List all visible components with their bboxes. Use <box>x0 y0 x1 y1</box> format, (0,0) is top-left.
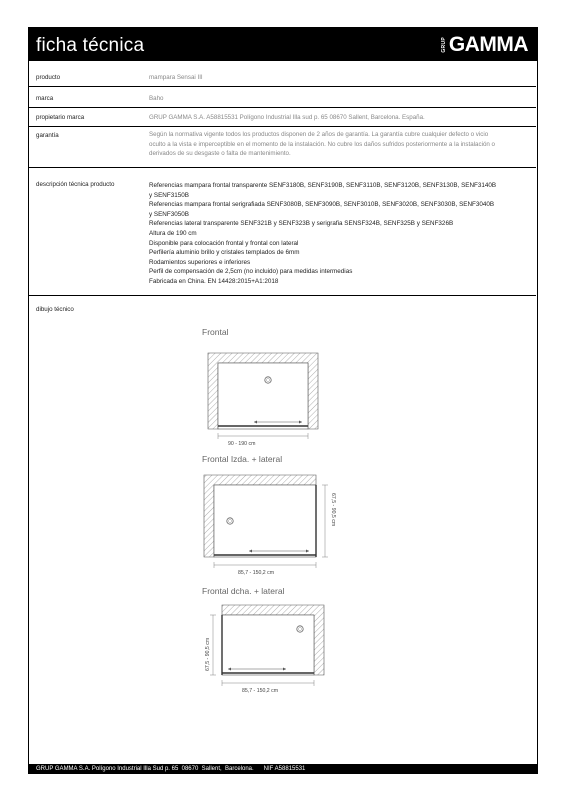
view-frontal-dcha-lateral <box>202 586 324 694</box>
description-line: Referencias lateral transparente SENF321B y SENF323B y serigrafia SENSF324B, SENF325B y SENF326B <box>149 220 454 228</box>
description-line: y SENF3050B <box>149 210 189 218</box>
description-line: Rodamientos superiores e inferiores <box>149 258 251 266</box>
field-value-producto: mampara Sensai III <box>149 74 203 81</box>
divider <box>28 126 536 127</box>
shower-tray <box>214 485 316 557</box>
view-title-frontal-dcha: Frontal dcha. + lateral <box>202 586 285 596</box>
description-line: Perfilería aluminio brillo y cristales templados de 6mm <box>149 249 300 257</box>
divider <box>28 295 536 296</box>
description-line: y SENF3150B <box>149 191 189 199</box>
field-label-propietario: propietario marca <box>36 114 85 121</box>
view-frontal-izda-lateral <box>202 454 336 576</box>
view-title-frontal-izda: Frontal Izda. + lateral <box>202 454 283 464</box>
view-frontal <box>202 327 318 447</box>
page-title: ficha técnica <box>36 35 145 56</box>
divider <box>28 167 536 168</box>
tech-sheet <box>28 27 538 774</box>
garantia-line: Según la normativa vigente todos los productos disponen de 2 años de garantía. La garantía cubre cualquier defecto o vicio <box>149 131 489 138</box>
description-line: Referencias mampara frontal transparente SENF3180B, SENF3190B, SENF3110B, SENF3120B, SENF3130B, SENF3140B <box>149 182 497 189</box>
divider <box>28 86 536 87</box>
width-dimension-frontal: 90 - 190 cm <box>228 441 256 447</box>
footer-bar <box>28 764 538 774</box>
description-label: descripción técnica producto <box>36 181 115 188</box>
header-bar <box>28 27 538 61</box>
width-dimension-izda: 85,7 - 150,2 cm <box>238 570 275 576</box>
description-line: Disponible para colocación frontal y frontal con lateral <box>149 239 299 247</box>
view-title-frontal: Frontal <box>202 327 229 337</box>
depth-dimension-izda: 67,5 - 90,5 cm <box>330 493 336 527</box>
logo-small-text: GRUP <box>440 37 447 53</box>
garantia-line: derivados de su desgaste o falta de mantenimiento. <box>149 150 291 157</box>
field-label-producto: producto <box>36 74 61 81</box>
logo-main-text: GAMMA <box>448 33 528 56</box>
description-line: Altura de 190 cm <box>149 229 197 237</box>
field-value-garantia <box>149 130 534 159</box>
garantia-line: oculto a la vista e imperceptible en el momento de la instalación. No cubre los daños sufridos posteriormente a la instalación o <box>149 140 496 148</box>
shower-tray <box>218 363 308 429</box>
field-label-garantia: garantía <box>36 132 59 139</box>
description-line: Perfil de compensación de 2,5cm (no incluido) para medidas intermedias <box>149 268 353 276</box>
depth-dimension-dcha: 67,5 - 90,5 cm <box>205 637 211 671</box>
divider <box>28 107 536 108</box>
field-label-marca: marca <box>36 95 54 102</box>
description-block <box>149 181 529 287</box>
description-line: Fabricada en China. EN 14428:2015+A1:2018 <box>149 277 279 285</box>
technical-drawing <box>194 323 384 703</box>
description-line: Referencias mampara frontal serigrafiada SENF3080B, SENF3090B, SENF3010B, SENF3020B, SENF3030B, SENF3040B <box>149 201 495 209</box>
gamma-logo <box>441 33 528 57</box>
width-dimension-dcha: 85,7 - 150,2 cm <box>242 688 279 694</box>
footer-text: GRUP GAMMA S.A. Polígono Industrial Illa Sud p. 65 08670 Sallent, Barcelona. NIF A58815531 <box>36 765 306 772</box>
shower-tray <box>222 615 314 675</box>
field-value-propietario: GRUP GAMMA S.A. A58815531 Polígono Industrial Illa sud p. 65 08670 Sallent, Barcelona. España. <box>149 114 425 121</box>
field-value-marca: Baho <box>149 95 164 102</box>
drawing-label: dibujo técnico <box>36 306 74 313</box>
